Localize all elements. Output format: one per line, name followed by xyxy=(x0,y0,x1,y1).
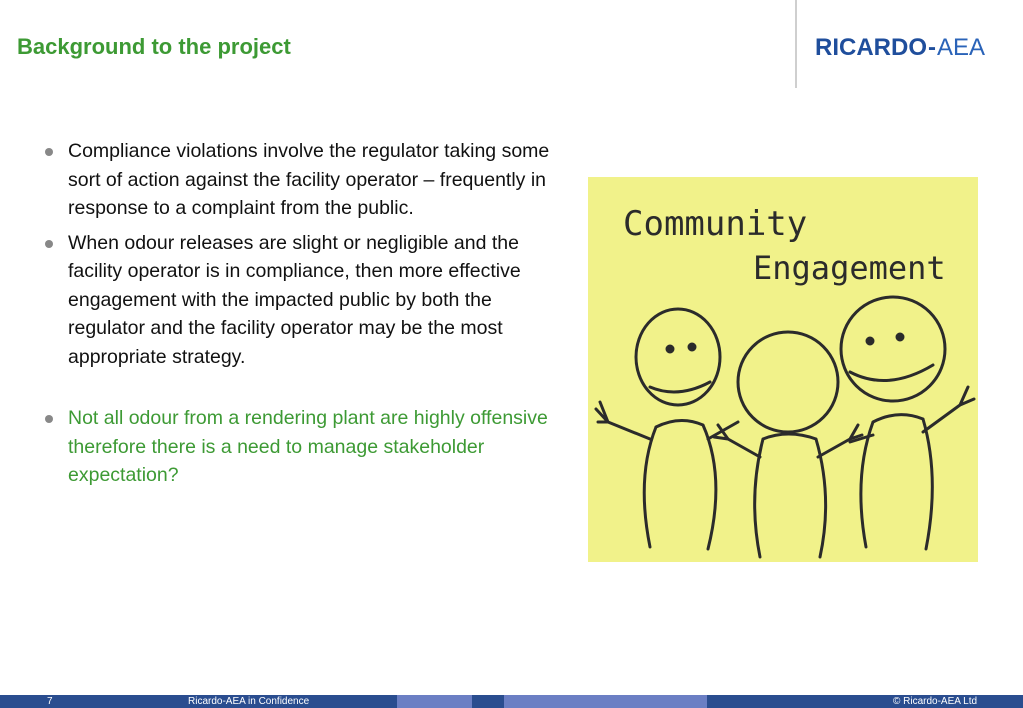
footer-segment xyxy=(504,695,707,708)
company-logo xyxy=(815,34,985,62)
logo-dash: - xyxy=(928,34,936,61)
logo-text-left: RICARDO xyxy=(815,34,927,61)
footer-segment xyxy=(0,695,107,708)
illustration-caption-line2: Engagement xyxy=(753,249,946,287)
slide-title: Background to the project xyxy=(17,34,291,59)
bullet-item: Compliance violations involve the regulator taking some sort of action against the facility operator – frequently in response to a complaint from the public. xyxy=(45,137,555,223)
bullet-item-highlight: Not all odour from a rendering plant are highly offensive therefore there is a need to manage stakeholder expectation? xyxy=(45,404,555,490)
page-number: 7 xyxy=(47,696,53,707)
footer-bar xyxy=(0,695,1023,708)
bullet-item: When odour releases are slight or negligible and the facility operator is in compliance, then more effective engagement with the impacted public by both the regulator and the facility operator may be the most appropriate strategy. xyxy=(45,229,555,372)
confidentiality-label: Ricardo-AEA in Confidence xyxy=(188,696,310,707)
footer-segment xyxy=(472,695,504,708)
footer-segment xyxy=(397,695,472,708)
logo-text-right: AEA xyxy=(937,34,986,61)
illustration-caption-line1: Community xyxy=(623,204,808,244)
copyright-label: © Ricardo-AEA Ltd xyxy=(893,696,978,707)
header-divider xyxy=(795,0,797,88)
community-engagement-illustration xyxy=(588,177,978,562)
bullet-list xyxy=(45,137,555,490)
